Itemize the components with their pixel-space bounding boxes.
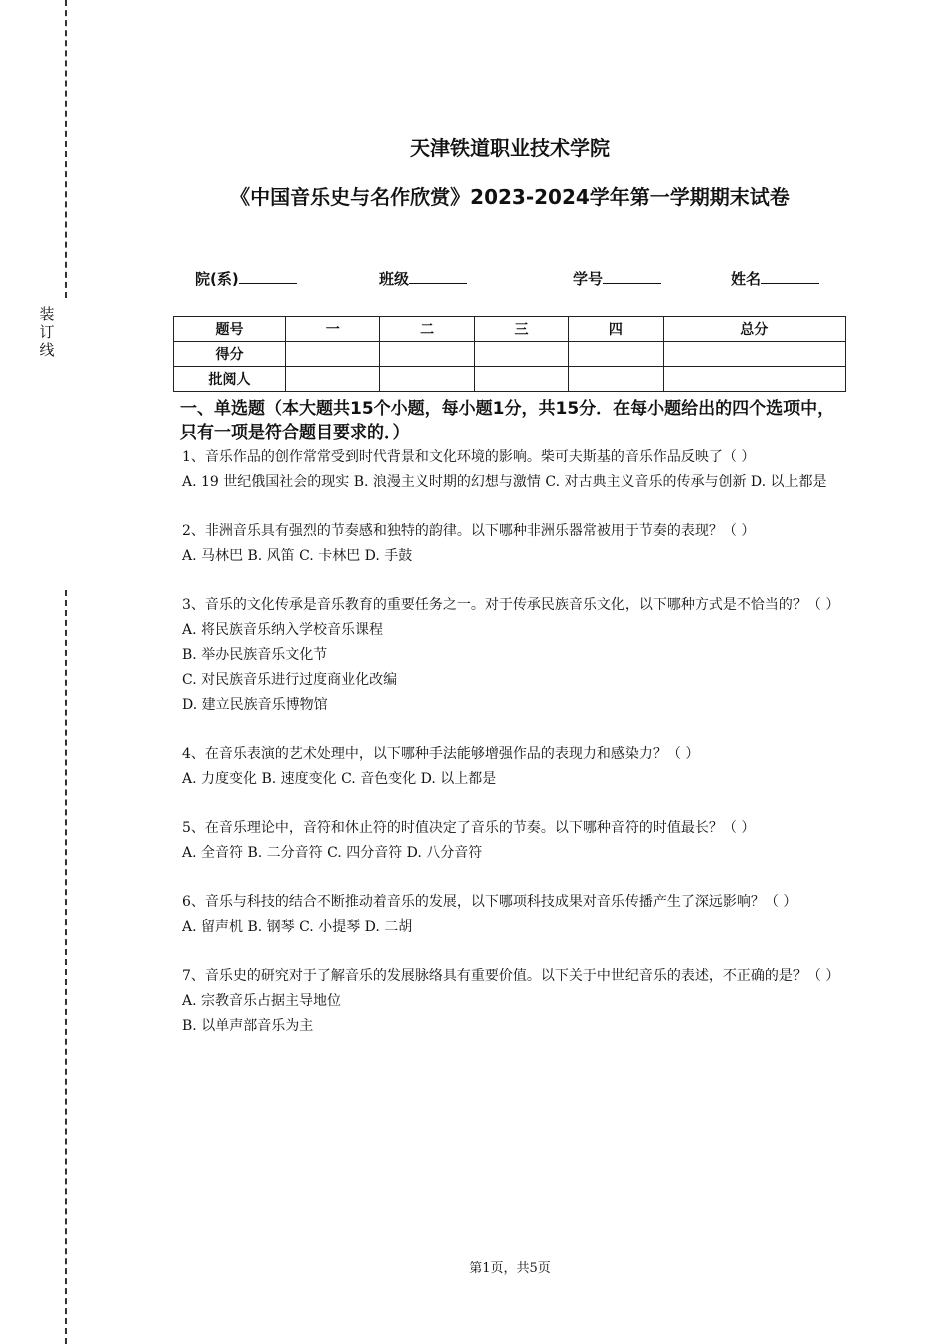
question bbox=[182, 890, 842, 940]
department-blank[interactable] bbox=[239, 269, 297, 284]
student-id-label: 学号 bbox=[573, 270, 604, 288]
question-option: A. 马林巴 B. 风笛 C. 卡林巴 D. 手鼓 bbox=[182, 548, 413, 564]
grader-row bbox=[174, 367, 846, 392]
question-stem: 5、在音乐理论中，音符和休止符的时值决定了音乐的节奏。以下哪种音符的时值最长？（ ） bbox=[182, 820, 756, 836]
school-title: 天津铁道职业技术学院 bbox=[410, 136, 610, 160]
header-cell: 题号 bbox=[174, 317, 286, 342]
question-option: A. 宗教音乐占据主导地位 bbox=[182, 993, 342, 1009]
question-option: A. 19 世纪俄国社会的现实 B. 浪漫主义时期的幻想与激情 C. 对古典主义音乐的传承与创新 D. 以上都是 bbox=[182, 474, 827, 490]
question-option: B. 以单声部音乐为主 bbox=[182, 1018, 314, 1034]
binding-char: 订 bbox=[39, 323, 55, 341]
page-footer: 第1页，共5页 bbox=[469, 1261, 551, 1276]
section-heading: 一、单选题（本大题共15个小题，每小题1分，共15分．在每小题给出的四个选项中，只有一项是符合题目要求的．） bbox=[180, 399, 835, 443]
class-field bbox=[379, 268, 467, 289]
grader-cell[interactable] bbox=[474, 367, 568, 392]
score-table-header-row bbox=[174, 317, 846, 342]
question-option: A. 力度变化 B. 速度变化 C. 音色变化 D. 以上都是 bbox=[182, 771, 497, 787]
question bbox=[182, 964, 842, 1039]
name-label: 姓名 bbox=[731, 270, 762, 288]
question-stem: 1、音乐作品的创作常常受到时代背景和文化环境的影响。柴可夫斯基的音乐作品反映了（ ） bbox=[182, 449, 756, 465]
question-option: D. 建立民族音乐博物馆 bbox=[182, 697, 328, 713]
binding-line-bottom bbox=[65, 590, 67, 1344]
student-id-blank[interactable] bbox=[603, 269, 661, 284]
department-label: 院(系) bbox=[195, 270, 239, 288]
question bbox=[182, 593, 842, 718]
question-stem: 7、音乐史的研究对于了解音乐的发展脉络具有重要价值。以下关于中世纪音乐的表述，不正确的是？（ ） bbox=[182, 968, 840, 984]
row-label: 批阅人 bbox=[174, 367, 286, 392]
question-stem: 2、非洲音乐具有强烈的节奏感和独特的韵律。以下哪种非洲乐器常被用于节奏的表现？（ ） bbox=[182, 523, 756, 539]
header-cell: 二 bbox=[380, 317, 474, 342]
score-cell[interactable] bbox=[286, 342, 380, 367]
student-id-field bbox=[573, 268, 661, 289]
question-list bbox=[182, 445, 842, 1063]
question bbox=[182, 742, 842, 792]
score-cell[interactable] bbox=[380, 342, 474, 367]
question-option: C. 对民族音乐进行过度商业化改编 bbox=[182, 672, 398, 688]
score-table bbox=[173, 316, 846, 392]
binding-char: 装 bbox=[39, 305, 55, 323]
binding-label bbox=[37, 305, 57, 359]
grader-cell[interactable] bbox=[663, 367, 846, 392]
question bbox=[182, 445, 842, 495]
question bbox=[182, 519, 842, 569]
score-cell[interactable] bbox=[663, 342, 846, 367]
grader-cell[interactable] bbox=[286, 367, 380, 392]
question-stem: 4、在音乐表演的艺术处理中，以下哪种手法能够增强作品的表现力和感染力？（ ） bbox=[182, 746, 700, 762]
class-blank[interactable] bbox=[409, 269, 467, 284]
row-label: 得分 bbox=[174, 342, 286, 367]
question-option: A. 全音符 B. 二分音符 C. 四分音符 D. 八分音符 bbox=[182, 845, 483, 861]
grader-cell[interactable] bbox=[569, 367, 663, 392]
question bbox=[182, 816, 842, 866]
department-field bbox=[195, 268, 297, 289]
class-label: 班级 bbox=[379, 270, 410, 288]
header-cell: 总分 bbox=[663, 317, 846, 342]
score-cell[interactable] bbox=[474, 342, 568, 367]
score-row bbox=[174, 342, 846, 367]
score-cell[interactable] bbox=[569, 342, 663, 367]
question-stem: 6、音乐与科技的结合不断推动着音乐的发展，以下哪项科技成果对音乐传播产生了深远影响？（ ） bbox=[182, 894, 798, 910]
header-cell: 一 bbox=[286, 317, 380, 342]
question-stem: 3、音乐的文化传承是音乐教育的重要任务之一。对于传承民族音乐文化，以下哪种方式是不恰当的？（ ） bbox=[182, 597, 840, 613]
name-field bbox=[731, 268, 819, 289]
question-option: B. 举办民族音乐文化节 bbox=[182, 647, 328, 663]
name-blank[interactable] bbox=[761, 269, 819, 284]
grader-cell[interactable] bbox=[380, 367, 474, 392]
header-cell: 三 bbox=[474, 317, 568, 342]
binding-char: 线 bbox=[39, 341, 55, 359]
question-option: A. 将民族音乐纳入学校音乐课程 bbox=[182, 622, 384, 638]
exam-title: 《中国音乐史与名作欣赏》2023-2024学年第一学期期末试卷 bbox=[230, 185, 790, 209]
header-cell: 四 bbox=[569, 317, 663, 342]
question-option: A. 留声机 B. 钢琴 C. 小提琴 D. 二胡 bbox=[182, 919, 413, 935]
